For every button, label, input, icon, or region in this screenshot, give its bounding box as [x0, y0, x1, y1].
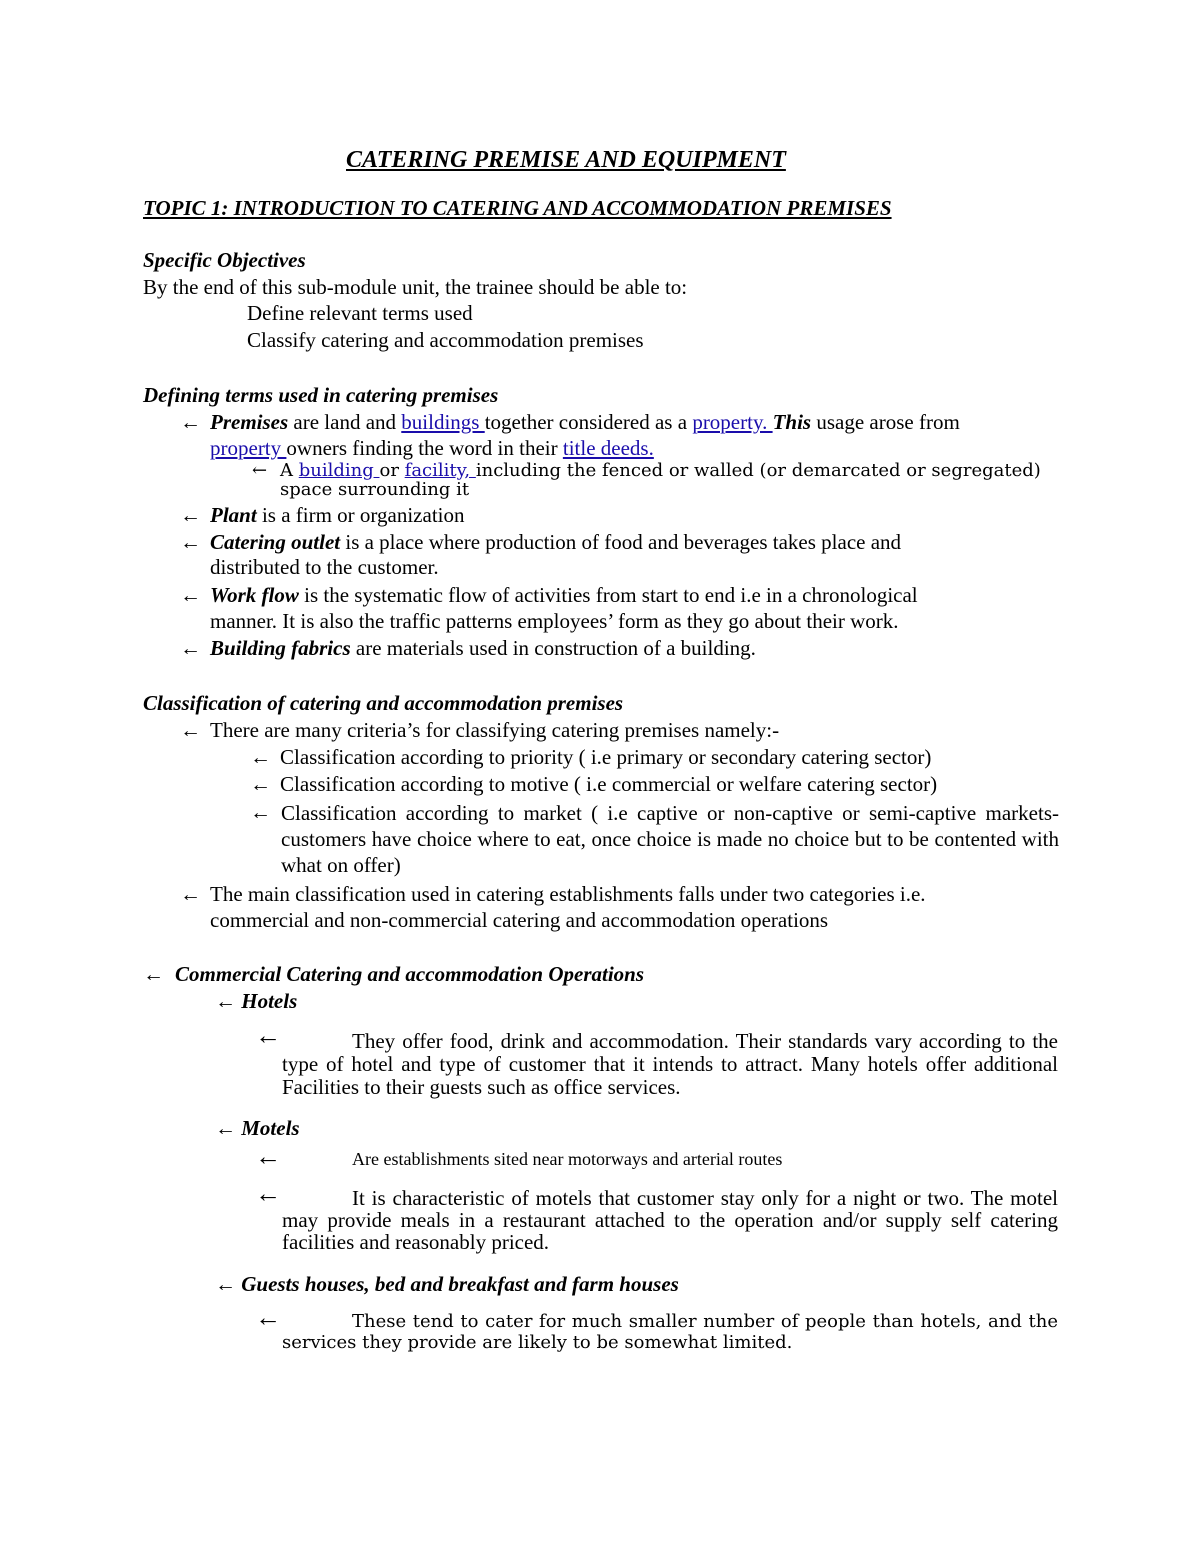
guest-houses-heading: ← Guests houses, bed and breakfast and farm houses	[215, 1272, 679, 1296]
arrow-icon: ←	[250, 772, 271, 796]
arrow-icon: ←	[180, 718, 201, 742]
catering-outlet-line2: distributed to the customer.	[210, 555, 439, 579]
objectives-intro: By the end of this sub-module unit, the trainee should be able to:	[143, 275, 688, 299]
link-property-2[interactable]: property	[210, 436, 287, 460]
arrow-icon: ←	[215, 1272, 236, 1296]
building-fabrics-definition: ← Building fabrics are materials used in construction of a building.	[180, 636, 756, 660]
motels-description-2: It is characteristic of motels that customer stay only for a night or two. The motel may provide meals in a restaurant attached to the operation and/or supply self catering facilities and reasonably priced.	[282, 1186, 1058, 1254]
link-building[interactable]: building	[298, 460, 380, 481]
main-classification: ← The main classification used in catering establishments falls under two categories i.e.	[180, 882, 926, 906]
arrow-icon: ←	[215, 1116, 236, 1140]
link-facility[interactable]: facility,	[404, 460, 476, 481]
catering-outlet-definition: ← Catering outlet is a place where production of food and beverages takes place and	[180, 530, 902, 554]
defining-heading: Defining terms used in catering premises	[143, 383, 499, 407]
classification-by-market: Classification according to market ( i.e captive or non-captive or semi-captive markets-customers have choice where to eat, once choice is made no choice but to be contented with what on offer)	[281, 801, 1059, 877]
objective-item-2: Classify catering and accommodation premises	[247, 328, 644, 352]
motels-heading: ← Motels	[215, 1116, 300, 1140]
arrow-icon: ←	[255, 1303, 281, 1332]
objective-item-1: Define relevant terms used	[247, 301, 473, 325]
document-title: CATERING PREMISE AND EQUIPMENT	[346, 147, 786, 173]
work-flow-line2: manner. It is also the traffic patterns employees’ form as they go about their work.	[210, 609, 899, 633]
arrow-icon: ←	[255, 1179, 281, 1208]
arrow-icon: ←	[180, 583, 201, 607]
link-title-deeds[interactable]: title deeds.	[562, 436, 654, 460]
premises-definition: ← Premises are land and buildings together considered as a property. This usage arose from	[180, 410, 960, 434]
arrow-icon: ←	[215, 989, 236, 1013]
arrow-icon: ←	[250, 800, 271, 824]
link-property[interactable]: property.	[692, 410, 773, 434]
premises-definition-line2: property owners finding the word in their title deeds.	[210, 436, 654, 460]
arrow-icon: ←	[255, 1142, 281, 1171]
hotels-description: They offer food, drink and accommodation. Their standards vary according to the type of hotel and type of customer that it intends to attract. Many hotels offer additional Facilities to their guests such as office services.	[282, 1029, 1058, 1099]
classification-by-priority: ← Classification according to priority ( i.e primary or secondary catering sector)	[250, 745, 932, 769]
topic-heading: TOPIC 1: INTRODUCTION TO CATERING AND ACCOMMODATION PREMISES	[143, 196, 892, 220]
arrow-icon: ←	[180, 882, 201, 906]
arrow-icon: ←	[255, 1021, 281, 1050]
arrow-icon: ←	[180, 503, 201, 527]
work-flow-definition: ← Work flow is the systematic flow of activities from start to end i.e in a chronological	[180, 583, 918, 607]
premises-sub-point-line2: space surrounding it	[280, 479, 470, 500]
arrow-icon: ←	[180, 636, 201, 660]
arrow-icon: ←	[180, 410, 201, 434]
objectives-heading: Specific Objectives	[143, 248, 306, 272]
guest-houses-description: These tend to cater for much smaller number of people than hotels, and the services they provide are likely to be somewhat limited.	[282, 1311, 1058, 1353]
classification-heading: Classification of catering and accommodation premises	[143, 691, 624, 715]
arrow-icon: ←	[252, 460, 268, 481]
commercial-heading: ← Commercial Catering and accommodation Operations	[143, 962, 645, 986]
arrow-icon: ←	[180, 530, 201, 554]
classification-criteria: ← There are many criteria’s for classifying catering premises namely:-	[180, 718, 780, 742]
arrow-icon: ←	[143, 962, 164, 986]
plant-definition: ← Plant is a firm or organization	[180, 503, 465, 527]
premises-sub-point: ← A building or facility, including the fenced or walled (or demarcated or segregated)	[252, 460, 1041, 481]
main-classification-line2: commercial and non-commercial catering and accommodation operations	[210, 908, 829, 932]
classification-by-motive: ← Classification according to motive ( i.e commercial or welfare catering sector)	[250, 772, 938, 796]
arrow-icon: ←	[250, 745, 271, 769]
link-buildings[interactable]: buildings	[401, 410, 485, 434]
hotels-heading: ← Hotels	[215, 989, 298, 1013]
motels-description-1: Are establishments sited near motorways and arterial routes	[352, 1149, 783, 1169]
